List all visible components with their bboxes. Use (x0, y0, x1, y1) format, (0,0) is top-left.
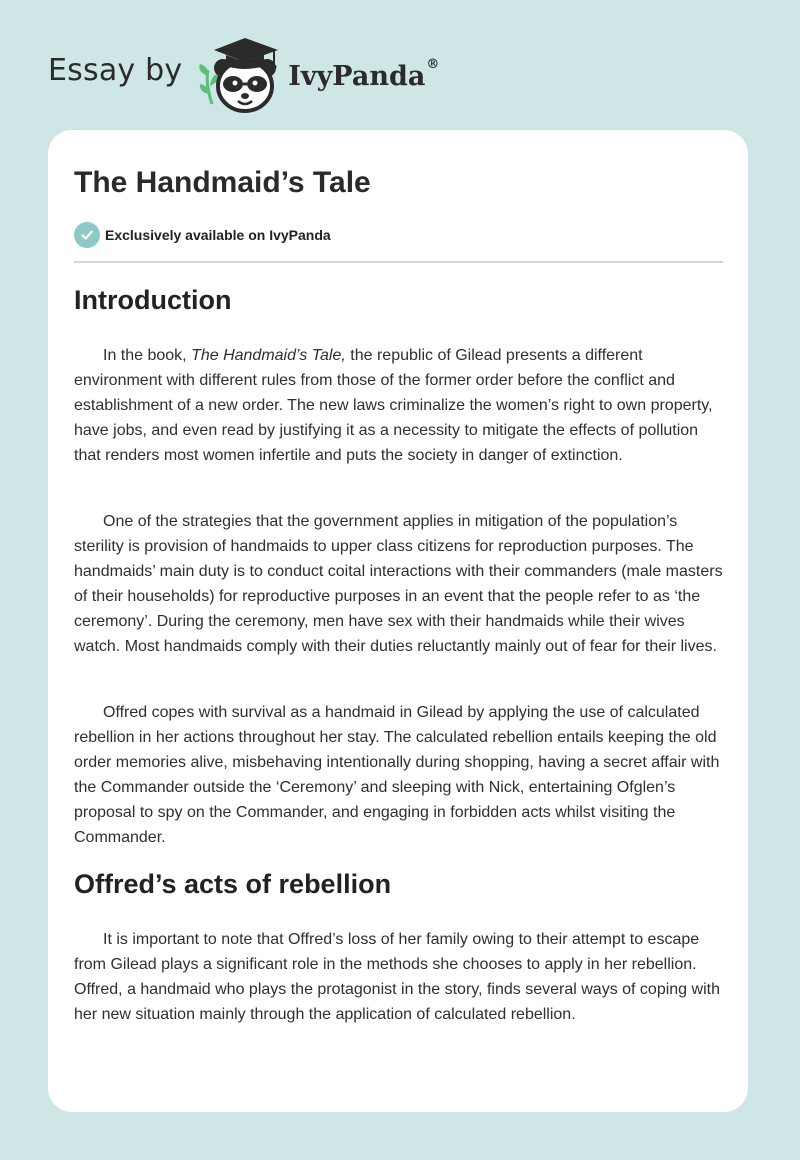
paragraph: Offred copes with survival as a handmaid in Gilead by applying the use of calculated rebellion in her actions throughout her stay. The calculated rebellion entails keeping the old order memories alive, misbehaving intentionally during shopping, having a secret affair with the Commander outside the ‘Ceremony’ and sleeping with Nick, entertaining Ofglen’s proposal to spy on the Commander, and engaging in forbidden acts whilst visiting the Commander. (74, 704, 720, 846)
page-title: The Handmaid’s Tale (74, 166, 371, 199)
essay-by-label: Essay by (48, 52, 183, 88)
panda-graduate-icon[interactable] (196, 30, 288, 116)
book-title-italic: The Handmaid’s Tale, (191, 347, 346, 364)
brand-name[interactable] (288, 56, 440, 92)
paragraph (74, 343, 726, 468)
paragraph: One of the strategies that the government applies in mitigation of the population’s sterility is provision of handmaids to upper class citizens for reproduction purposes. The handmaids’ main duty is to conduct coital interactions with their commanders (male masters of their households) for reproductive purposes in an event that the people refer to as ‘the ceremony’. During the ceremony, men have sex with their handmaids while their wives watch. Most handmaids comply with their duties reluctantly mainly out of fear for their lives. (74, 513, 723, 655)
brand-text: IvyPanda (288, 60, 426, 92)
exclusive-badge-label: Exclusively available on IvyPanda (105, 227, 331, 243)
paragraph-text: In the book, (103, 347, 192, 364)
section-heading-rebellion: Offred’s acts of rebellion (74, 869, 392, 899)
title-divider (74, 261, 723, 263)
exclusive-badge (74, 222, 331, 248)
essay-card (48, 130, 748, 1112)
site-header (48, 30, 548, 116)
check-circle-icon (74, 222, 100, 248)
paragraph: It is important to note that Offred’s loss of her family owing to their attempt to escape from Gilead plays a significant role in the methods she chooses to apply in her rebellion. Offred, a handmaid who plays the protagonist in the story, finds several ways of coping with her new situation mainly through the application of calculated rebellion. (74, 931, 720, 1023)
registered-mark: ® (426, 56, 440, 72)
paragraph-text: the republic of Gilead presents a different environment with different rules from those of the former order before the conflict and establishment of a new order. The new laws criminalize the women’s right to own property, have jobs, and even read by justifying it as a necessity to mitigate the effects of pollution that renders most women infertile and puts the society in danger of extinction. (74, 347, 713, 464)
section-heading-introduction: Introduction (74, 285, 232, 315)
